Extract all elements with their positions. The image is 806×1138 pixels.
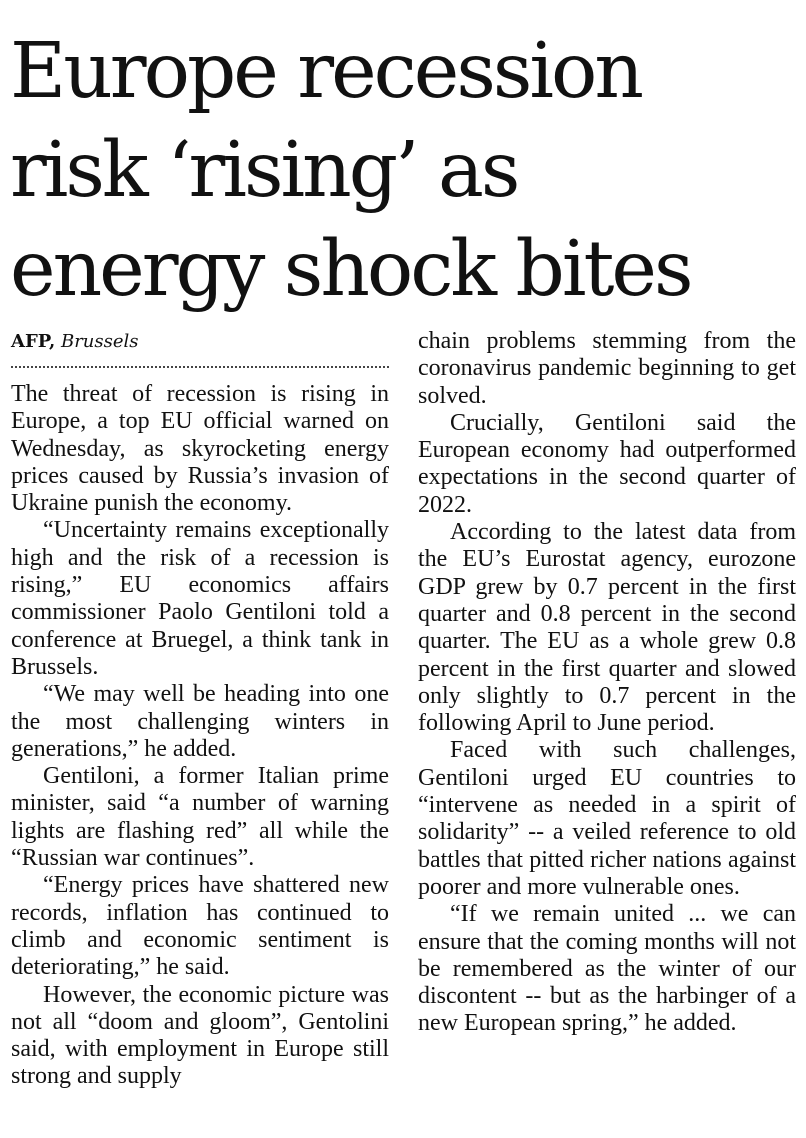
- article-paragraph: Faced with such challenges, Gentiloni urged EU countries to “intervene as needed in a spirit of solidarity” -- a veiled reference to old battles that pitted richer nations against poorer and more vulnerable ones.: [418, 737, 796, 900]
- article-paragraph: Crucially, Gentiloni said the European economy had outperformed expectations in the second quarter of 2022.: [418, 409, 796, 518]
- byline-dateline: Brussels: [60, 331, 139, 352]
- headline-line: energy shock bites: [10, 225, 691, 314]
- dotted-divider: [11, 366, 389, 368]
- headline-line: risk ‘rising’ as: [10, 126, 518, 215]
- article-paragraph: “If we remain united ... we can ensure that the coming months will not be remembered as the winter of our discontent -- but as the harbinger of a new European spring,” he added.: [418, 901, 796, 1037]
- byline: [11, 328, 389, 356]
- headline: [10, 22, 800, 319]
- article-column-left: [11, 328, 389, 1091]
- article-column-right: [418, 328, 796, 1038]
- byline-agency: AFP,: [11, 331, 56, 352]
- article-paragraph: “Energy prices have shattered new records, inflation has continued to climb and economic sentiment is deteriorating,” he said.: [11, 872, 389, 981]
- article-paragraph: However, the economic picture was not all “doom and gloom”, Gentolini said, with employment in Europe still strong and supply: [11, 981, 389, 1090]
- article-paragraph: According to the latest data from the EU’s Eurostat agency, eurozone GDP grew by 0.7 percent in the first quarter and 0.8 percent in the second quarter. The EU as a whole grew 0.8 percent in the first quarter and slowed only slightly to 0.7 percent in the following April to June period.: [418, 519, 796, 737]
- article-paragraph: The threat of recession is rising in Europe, a top EU official warned on Wednesday, as skyrocketing energy prices caused by Russia’s invasion of Ukraine punish the economy.: [11, 381, 389, 517]
- article-paragraph: Gentiloni, a former Italian prime minister, said “a number of warning lights are flashing red” all while the “Russian war continues”.: [11, 763, 389, 872]
- headline-line: Europe recession: [10, 27, 641, 116]
- article-paragraph: chain problems stemming from the coronavirus pandemic beginning to get solved.: [418, 328, 796, 409]
- article-paragraph: “Uncertainty remains exceptionally high and the risk of a recession is rising,” EU economics affairs commissioner Paolo Gentiloni told a conference at Bruegel, a think tank in Brussels.: [11, 517, 389, 680]
- article-paragraph: “We may well be heading into one the most challenging winters in generations,” he added.: [11, 681, 389, 762]
